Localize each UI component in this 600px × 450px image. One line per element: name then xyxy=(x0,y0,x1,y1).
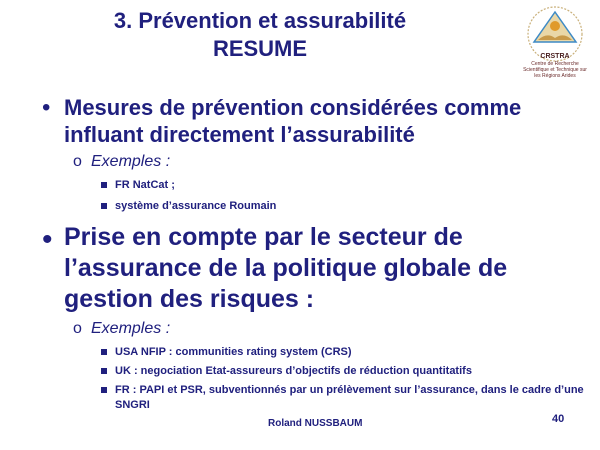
item-marker xyxy=(101,368,107,374)
page-number: 40 xyxy=(552,413,565,425)
sub-bullet-examples-2: Exemples : xyxy=(91,320,171,337)
sub-bullet-examples-1: Exemples : xyxy=(91,153,171,170)
bullet-1-line-2: influant directement l’assurabilité xyxy=(64,122,415,147)
sub-bullet-marker: o xyxy=(73,153,82,170)
bullet-2-line-2: l’assurance de la politique globale de xyxy=(64,254,508,282)
logo-acronym: CRSTRA xyxy=(540,53,570,60)
item-1-1: FR NatCat ; xyxy=(115,179,175,191)
slide-subtitle: RESUME xyxy=(212,36,308,61)
item-marker xyxy=(101,349,107,355)
item-marker xyxy=(101,182,107,188)
item-2-2: UK : negociation Etat-assureurs d’objectifs de réduction quantitatifs xyxy=(115,365,472,377)
item-marker xyxy=(101,203,107,209)
slide-title: 3. Prévention et assurabilité xyxy=(113,8,407,33)
bullet-marker: • xyxy=(42,94,51,121)
item-1-2: système d’assurance Roumain xyxy=(115,200,277,212)
footer-author: Roland NUSSBAUM xyxy=(268,418,363,429)
bullet-2-line-1: Prise en compte par le secteur de xyxy=(64,223,463,251)
item-2-1: USA NFIP : communities rating system (CRS) xyxy=(115,346,352,358)
bullet-marker: • xyxy=(42,223,53,256)
item-marker xyxy=(101,387,107,393)
bullet-2-line-3: gestion des risques : xyxy=(64,285,315,313)
sub-bullet-marker: o xyxy=(73,320,82,337)
bullet-1-line-1: Mesures de prévention considérées comme xyxy=(64,95,522,120)
item-2-3: FR : PAPI et PSR, subventionnés par un prélèvement sur l’assurance, dans le cadre d’une SNGRI xyxy=(115,384,584,411)
logo-caption-text: Centre de Recherche Scientifique et Technique sur les Régions Arides xyxy=(523,61,587,79)
logo-caption xyxy=(520,54,590,79)
